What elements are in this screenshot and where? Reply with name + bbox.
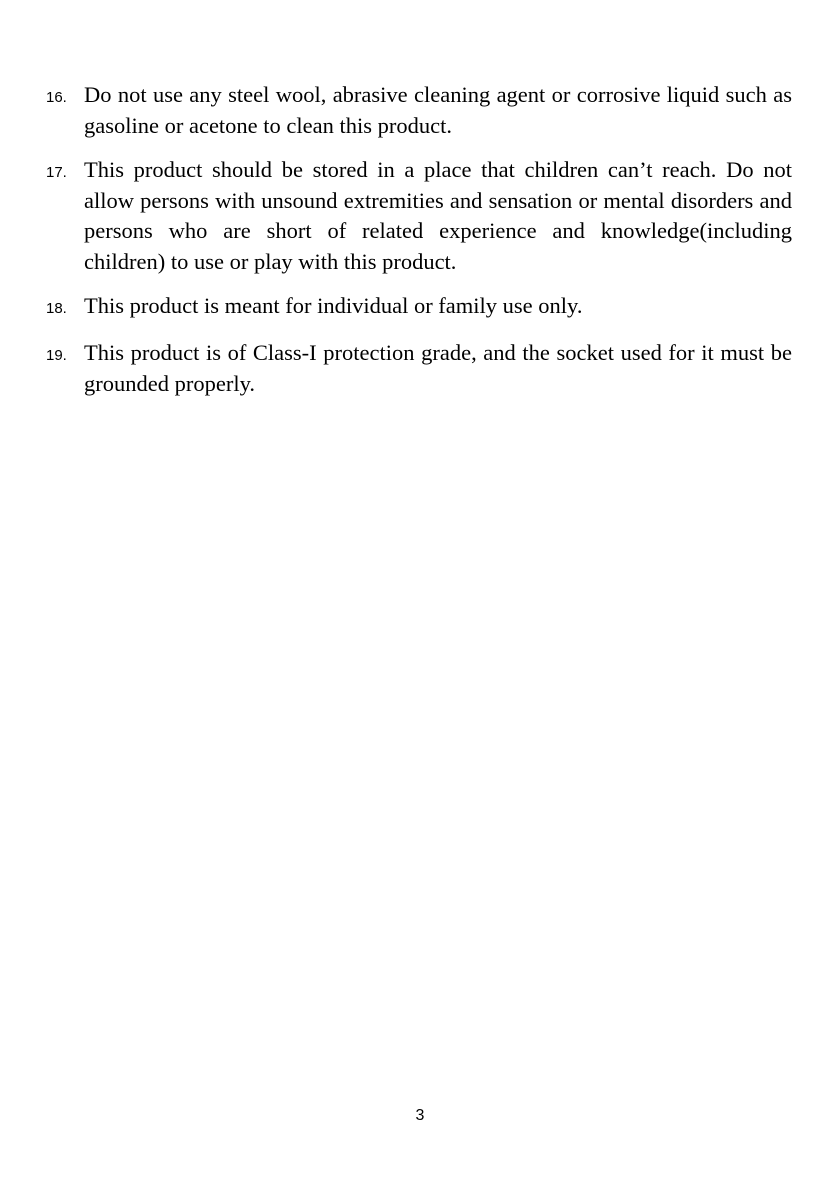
list-item	[46, 291, 792, 324]
item-text: This product is meant for individual or family use only.	[84, 293, 583, 318]
list-item	[46, 338, 792, 399]
list-item	[46, 155, 792, 277]
item-text: This product is of Class-I protection grade, and the socket used for it must be grounded properly.	[84, 340, 792, 396]
list-item	[46, 80, 792, 141]
item-number: 19.	[46, 347, 67, 364]
item-number: 16.	[46, 89, 67, 106]
safety-instructions-list	[46, 80, 792, 413]
item-number: 17.	[46, 164, 67, 181]
page-number: 3	[415, 1107, 425, 1124]
item-number: 18.	[46, 300, 67, 317]
item-text: Do not use any steel wool, abrasive cleaning agent or corrosive liquid such as gasoline or acetone to clean this product.	[84, 82, 792, 138]
item-text: This product should be stored in a place that children can’t reach. Do not allow persons with unsound extremities and sensation or mental disorders and persons who are short of related experience and knowledge(including children) to use or play with this product.	[84, 157, 792, 274]
